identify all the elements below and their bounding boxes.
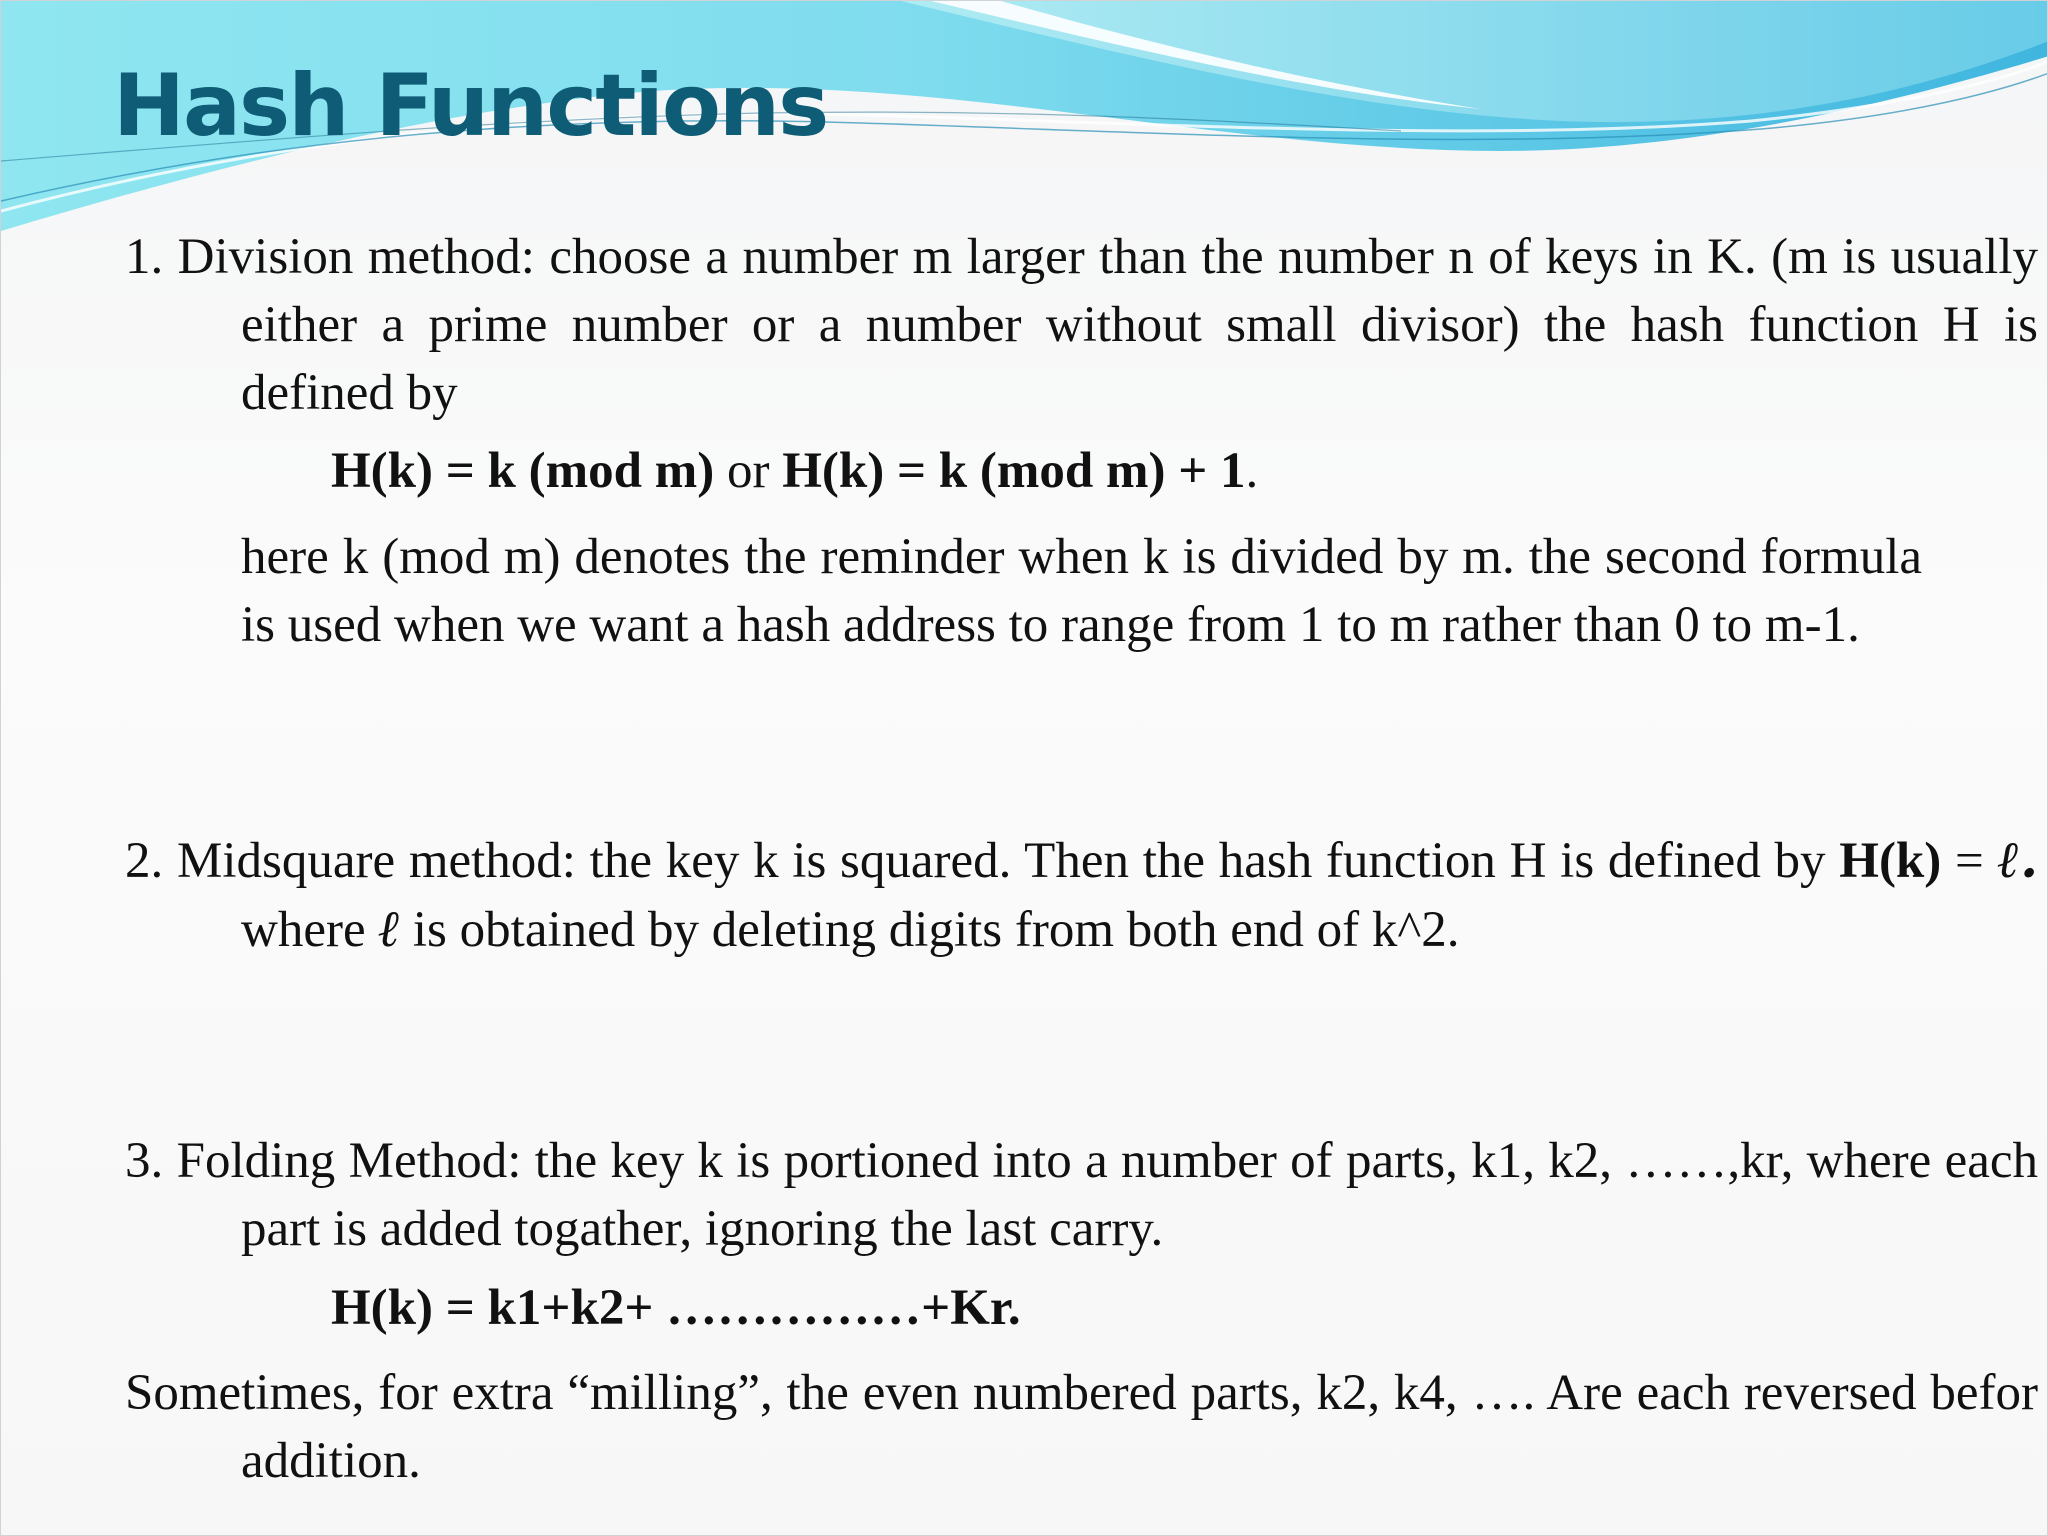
midsquare-text-start: 2. Midsquare method: the key k is squared. Then the hash function H is defined by <box>125 833 1840 889</box>
ell-symbol: ℓ. <box>1997 830 2039 890</box>
division-formula-b: H(k) = k (mod m) + 1 <box>782 443 1246 499</box>
division-formula-a: H(k) = k (mod m) <box>331 443 715 499</box>
division-formula <box>331 437 1258 505</box>
folding-method-note: Sometimes, for extra “milling”, the even numbered parts, k2, k4, …. Are each reversed befor addition. <box>125 1365 2038 1489</box>
folding-formula: H(k) = k1+k2+ ……………+Kr. <box>331 1280 1021 1336</box>
division-method-text: 1. Division method: choose a number m larger than the number n of keys in K. (m is usually either a prime number or a number without small divisor) the hash function H is defined by <box>125 229 2038 421</box>
midsquare-where: where <box>241 902 379 958</box>
midsquare-text-end: is obtained by deleting digits from both end of k^2. <box>400 902 1460 958</box>
midsquare-formula: H(k) <box>1839 833 1942 889</box>
division-formula-end: . <box>1245 443 1259 499</box>
ell-symbol-2: ℓ <box>378 899 401 959</box>
slide-title: Hash Functions <box>113 56 828 156</box>
midsquare-equals: = <box>1941 833 1998 889</box>
midsquare-method-text <box>125 826 2038 964</box>
division-formula-or: or <box>714 443 783 499</box>
folding-method-text: 3. Folding Method: the key k is portioned into a number of parts, k1, k2, ……,kr, where each part is added togather, ignoring the last carry. <box>125 1133 2038 1257</box>
division-method-note: here k (mod m) denotes the reminder when k is divided by m. the second formula is used when we want a hash address to range from 1 to m rather than 0 to m-1. <box>241 529 1922 653</box>
